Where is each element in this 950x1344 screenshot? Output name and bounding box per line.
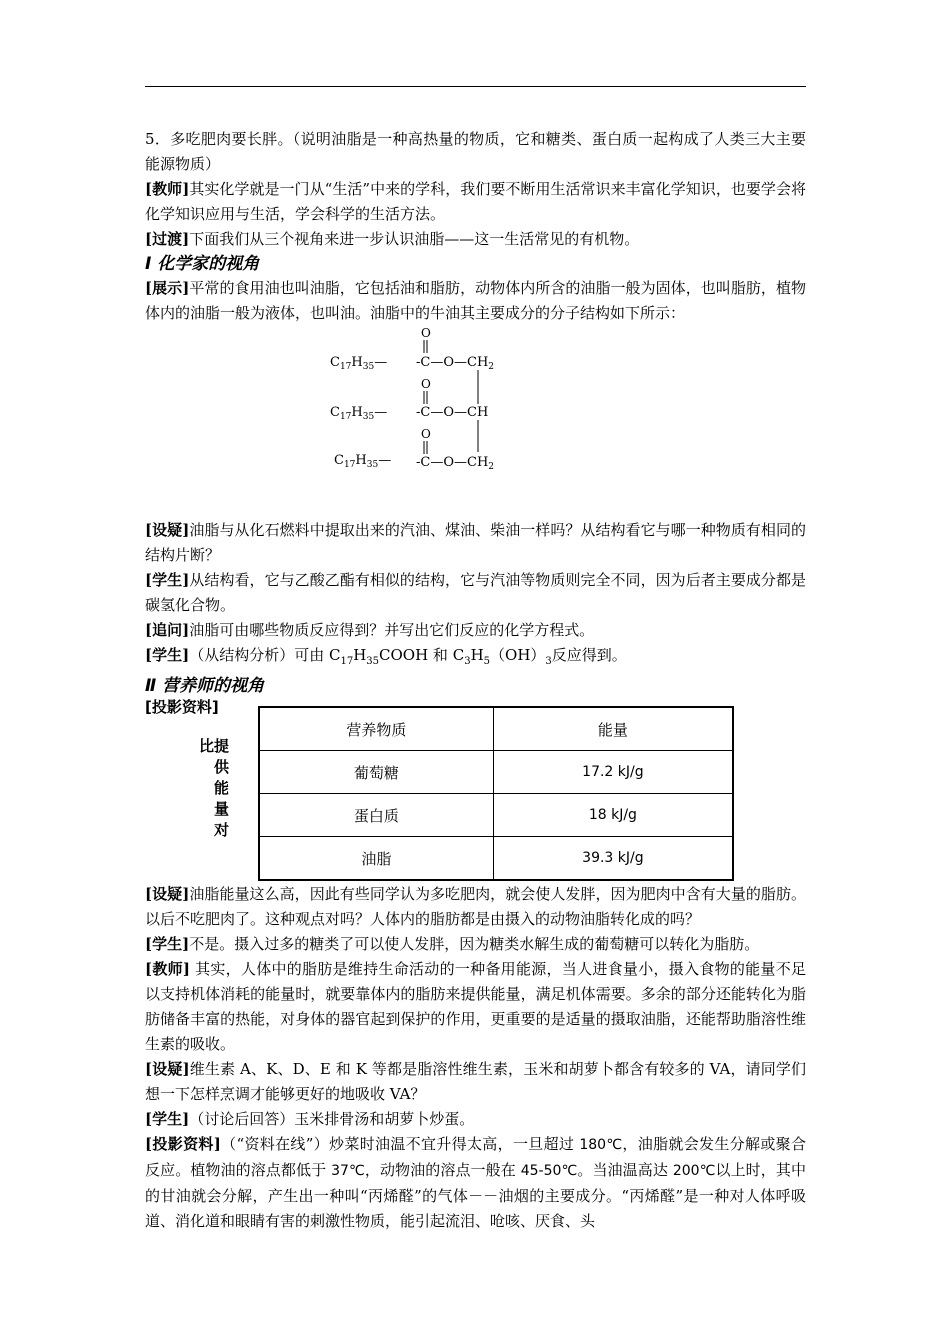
paragraph: [设疑]油脂能量这么高，因此有些同学认为多吃肥肉，就会使人发胖，因为肥肉中含有大量的脂肪。以后不吃肥肉了。这种观点对吗？人体内的脂肪都是由摄入的动物油脂转化成的吗？	[145, 885, 806, 928]
table-cell: 葡萄糖	[259, 751, 493, 794]
tag-label: [学生]	[145, 646, 190, 664]
document-body	[145, 127, 806, 1234]
molecular-structure-figure	[145, 326, 806, 518]
tag-label: [教师]	[145, 960, 191, 978]
tag-label: [展示]	[145, 279, 190, 297]
paragraph: [设疑]油脂与从化石燃料中提取出来的汽油、煤油、柴油一样吗？从结构看它与哪一种物质有相同的结构片断？	[145, 521, 806, 564]
paragraph: [过渡]下面我们从三个视角来进一步认识油脂——这一生活常见的有机物。	[145, 230, 640, 248]
paragraph: [教师]其实化学就是一门从“生活”中来的学科，我们要不断用生活常识来丰富化学知识，也要学会将化学知识应用与生活，学会科学的生活方法。	[145, 180, 806, 223]
paragraph: [学生]（讨论后回答）玉米排骨汤和胡萝卜炒蛋。	[145, 1110, 475, 1128]
tag-label: [过渡]	[145, 230, 190, 248]
paragraph: 5．多吃肥肉要长胖。（说明油脂是一种高热量的物质，它和糖类、蛋白质一起构成了人类三大主要能源物质）	[145, 130, 806, 173]
paragraph: [设疑]维生素 A、K、D、E 和 K 等都是脂溶性维生素，玉米和胡萝卜都含有较多的 VA，请同学们想一下怎样烹调才能够更好的地吸收 VA？	[145, 1060, 806, 1103]
tag-label: [教师]	[145, 180, 190, 198]
tag-label: [追问]	[145, 621, 190, 639]
section-heading-chemist: Ⅰ 化学家的视角	[145, 254, 260, 274]
paragraph: [教师] 其实，人体中的脂肪是维持生命活动的一种备用能源，当人进食量小，摄入食物的能量不足以支持机体消耗的能量时，就要靠体内的脂肪来提供能量，满足机体需要。多余的部分还能转化为脂肪储备丰富的热能，对身体的器官起到保护的作用，更重要的是适量的摄取油脂，还能帮助脂溶性维生素的吸收。	[145, 960, 806, 1053]
table-row	[259, 751, 733, 794]
r-group-2: $C_{17}H_{35}—$	[330, 405, 388, 422]
projection-label: [投影资料]	[145, 698, 219, 716]
ester-link-1: $-C—O—CH_2$	[416, 355, 495, 372]
carbonyl-oxygen-1: O	[421, 326, 431, 340]
table-cell: 39.3 kJ/g	[493, 837, 733, 881]
paragraph: [投影资料]（“资料在线”）炒菜时油温不宜升得太高，一旦超过 180℃，油脂就会发生分解或聚合反应。植物油的溶点都低于 37℃，动物油的溶点一般在 45-50℃。当油温高达 200℃以上时，其中的甘油就会分解，产生出一种叫“丙烯醛”的气体－－油烟的主要成分。“丙烯醛”是一种对人体呼吸道、消化道和眼睛有害的刺激性物质，能引起流泪、呛咳、厌食、头	[145, 1135, 806, 1230]
r-group-1: $C_{17}H_{35}—$	[330, 355, 388, 372]
r-group-3: $C_{17}H_{35}—$	[334, 453, 392, 470]
tag-label: [学生]	[145, 1110, 190, 1128]
table-cell: 17.2 kJ/g	[493, 751, 733, 794]
energy-table-block	[145, 698, 806, 882]
energy-table	[258, 706, 734, 881]
tag-label: [设疑]	[145, 1060, 190, 1078]
tag-label: [学生]	[145, 571, 190, 589]
paragraph: [追问]油脂可由哪些物质反应得到？并写出它们反应的化学方程式。	[145, 621, 595, 639]
table-header-row	[259, 707, 733, 751]
tag-label: [投影资料]	[145, 1135, 221, 1153]
table-header: 能量	[493, 707, 733, 751]
section-heading-nutritionist: Ⅱ 营养师的视角	[145, 676, 265, 696]
table-cell: 18 kJ/g	[493, 794, 733, 837]
vertical-caption: 比提 供 能 量 对	[198, 737, 229, 839]
ester-link-2: -C—O—CH	[416, 405, 489, 420]
header-rule	[145, 86, 806, 87]
table-cell: 蛋白质	[259, 794, 493, 837]
ester-link-3: $-C—O—CH_2$	[416, 455, 495, 472]
tag-label: [设疑]	[145, 885, 190, 903]
carbonyl-oxygen-2: O	[421, 377, 431, 391]
paragraph: [学生]从结构看，它与乙酸乙酯有相似的结构，它与汽油等物质则完全不同，因为后者主要成分都是碳氢化合物。	[145, 571, 806, 614]
tag-label: [设疑]	[145, 521, 190, 539]
paragraph: [展示]平常的食用油也叫油脂，它包括油和脂肪，动物体内所含的油脂一般为固体，也叫脂肪，植物体内的油脂一般为液体，也叫油。油脂中的牛油其主要成分的分子结构如下所示：	[145, 279, 806, 322]
table-cell: 油脂	[259, 837, 493, 881]
paragraph: [学生]不是。摄入过多的糖类了可以使人发胖，因为糖类水解生成的葡萄糖可以转化为脂肪。	[145, 935, 760, 953]
table-header: 营养物质	[259, 707, 493, 751]
tag-label: [学生]	[145, 935, 190, 953]
paragraph: [学生]（从结构分析）可由 $C_{17}H_{35}COOH$ 和 $C_3H_5(OH)_3$反应得到。	[145, 646, 627, 667]
carbonyl-oxygen-3: O	[421, 427, 431, 441]
table-row	[259, 794, 733, 837]
table-row	[259, 837, 733, 881]
